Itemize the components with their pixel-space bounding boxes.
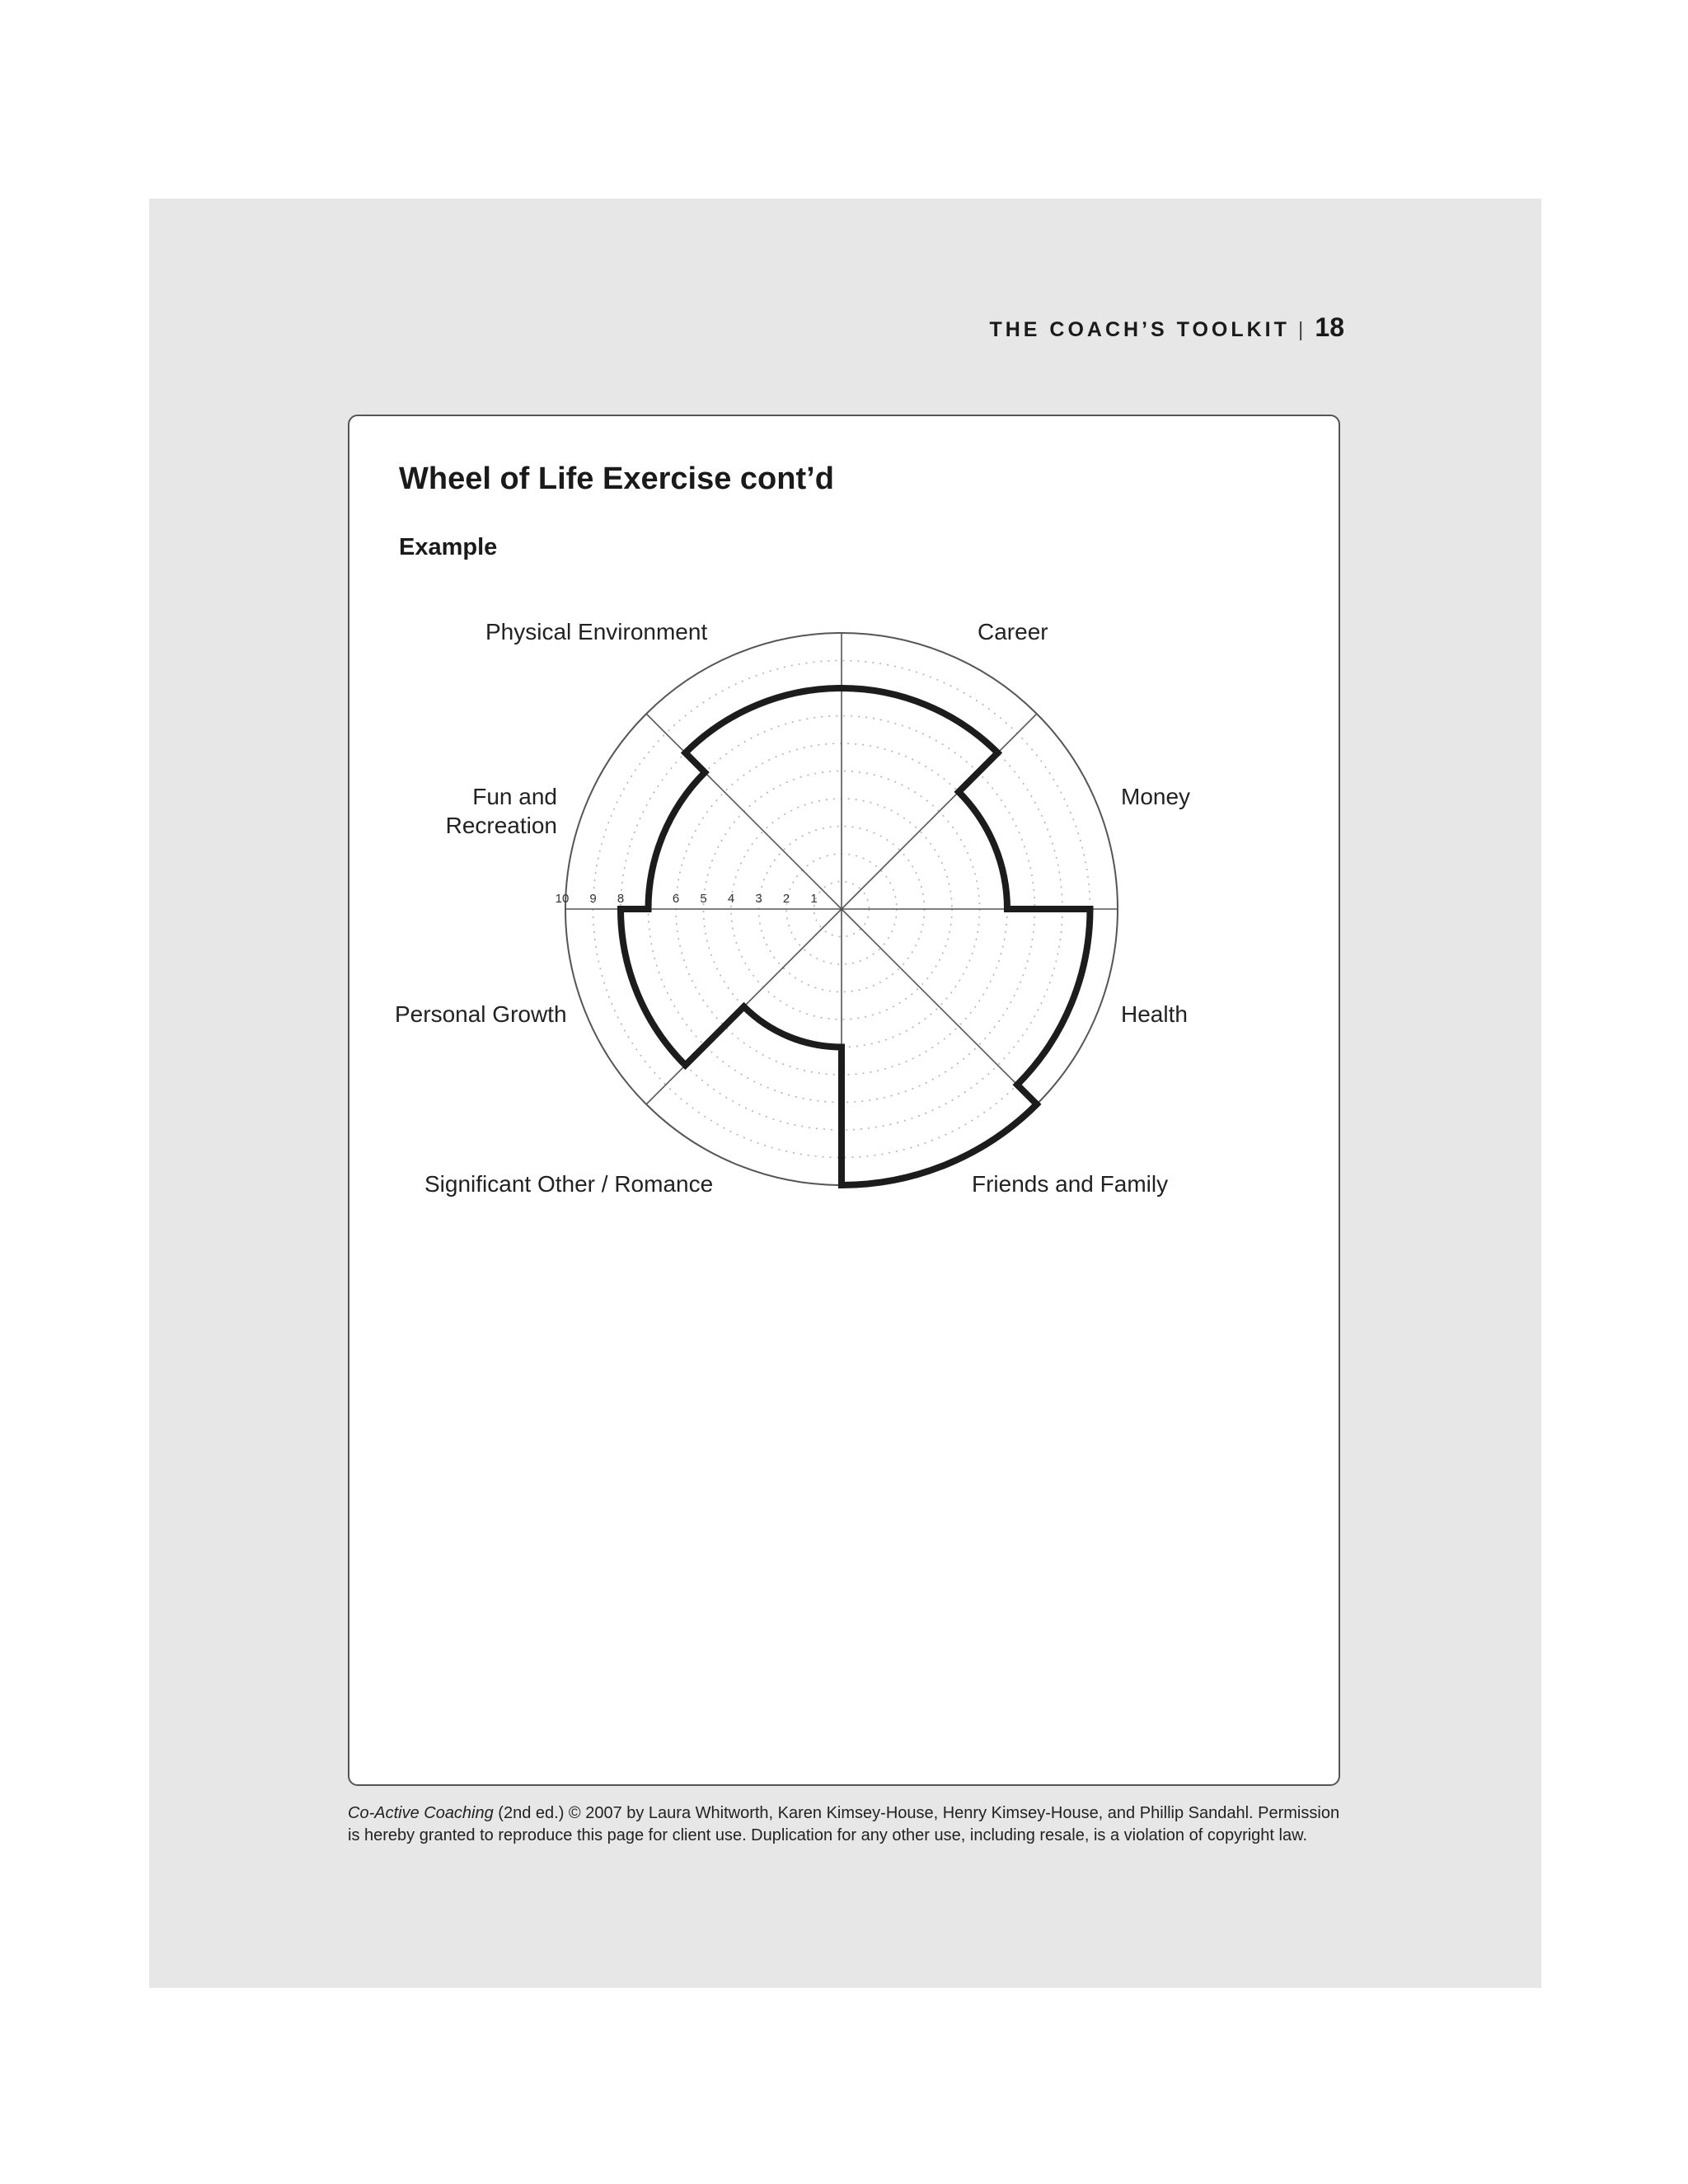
scale-label: 2 — [782, 892, 790, 906]
example-subtitle: Example — [399, 534, 498, 560]
footer-line2: is hereby granted to reproduce this page for client use. Duplication for any other use, including resale, is a violation of copyright law. — [348, 1826, 1307, 1844]
label-significant-other: Significant Other / Romance — [424, 1171, 714, 1197]
label-physical-environment: Physical Environment — [485, 619, 708, 644]
scale-label: 8 — [617, 892, 625, 906]
scale-label: 10 — [555, 892, 570, 906]
running-head — [989, 312, 1344, 343]
spoke — [842, 909, 1037, 1104]
page-number: 18 — [1315, 312, 1344, 342]
scale-label: 3 — [755, 892, 762, 906]
scale-label: 1 — [810, 892, 818, 906]
label-health: Health — [1121, 1001, 1188, 1027]
scale-label: 6 — [672, 892, 680, 906]
score-outline — [621, 688, 1090, 1185]
exercise-card — [348, 415, 1340, 1786]
scale-label: 7 — [645, 892, 652, 906]
label-friends-and-family: Friends and Family — [972, 1171, 1169, 1197]
book-title: Co-Active Coaching — [348, 1804, 494, 1822]
footer-line1: (2nd ed.) © 2007 by Laura Whitworth, Karen Kimsey-House, Henry Kimsey-House, and Phillip Sandahl. Permission — [493, 1804, 1340, 1822]
label-personal-growth: Personal Growth — [395, 1001, 567, 1027]
header-separator: | — [1297, 318, 1304, 341]
copyright-footer — [348, 1802, 1345, 1847]
page-sheet — [149, 199, 1541, 1988]
scale-label: 9 — [589, 892, 597, 906]
scale-label: 4 — [727, 892, 735, 906]
label-money: Money — [1121, 784, 1191, 809]
exercise-title: Wheel of Life Exercise cont’d — [399, 462, 834, 496]
label-fun-line2: Recreation — [445, 813, 557, 838]
label-fun-line1: Fun and — [472, 784, 557, 809]
label-fun-and-recreation — [446, 782, 557, 840]
scale-label: 5 — [700, 892, 707, 906]
label-career: Career — [978, 619, 1048, 644]
scale-labels — [556, 892, 818, 906]
section-title: THE COACH’S TOOLKIT — [989, 318, 1290, 341]
